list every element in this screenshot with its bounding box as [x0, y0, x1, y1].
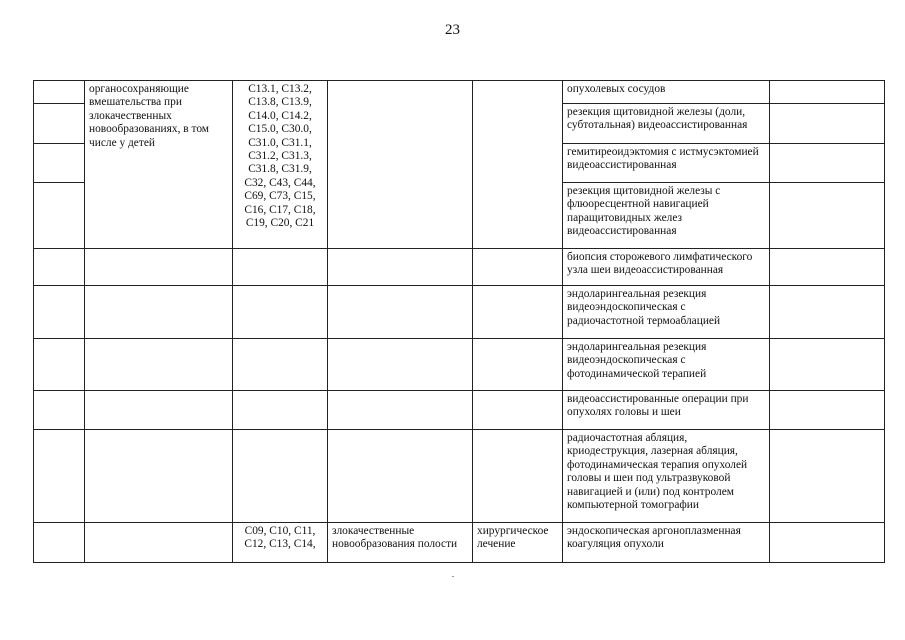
treatment-table: [33, 80, 885, 563]
treatment-type-cell: [473, 249, 563, 286]
cost-cell: [770, 430, 885, 523]
scan-speck: [452, 576, 454, 577]
cost-cell: [770, 183, 885, 249]
procedure-cell: резекция щитовидной железы с флюоресцентной навигацией паращитовидных желез видеоассистированная: [563, 183, 770, 249]
icd-codes-cell: [233, 339, 328, 391]
icd-codes-cell: [233, 286, 328, 339]
row-number-cell: [34, 523, 85, 563]
table-row: [34, 430, 885, 523]
treatment-type-cell: [473, 430, 563, 523]
cost-cell: [770, 144, 885, 183]
row-number-cell: [34, 249, 85, 286]
diagnosis-cell: злокачественные новообразования полости: [328, 523, 473, 563]
procedure-cell: биопсия сторожевого лимфатического узла шеи видеоассистированная: [563, 249, 770, 286]
method-group-cell: [85, 391, 233, 430]
method-group-cell: [85, 523, 233, 563]
page-number: 23: [445, 22, 460, 38]
cost-cell: [770, 391, 885, 430]
method-group-cell: [85, 249, 233, 286]
cost-cell: [770, 104, 885, 144]
procedure-cell: эндоларингеальная резекция видеоэндоскопическая с радиочастотной термоаблацией: [563, 286, 770, 339]
procedure-cell: эндоларингеальная резекция видеоэндоскопическая с фотодинамической терапией: [563, 339, 770, 391]
procedure-cell: резекция щитовидной железы (доли, субтотальная) видеоассистированная: [563, 104, 770, 144]
treatment-type-cell: [473, 339, 563, 391]
procedure-cell: эндоскопическая аргоноплазменная коагуляция опухоли: [563, 523, 770, 563]
procedure-cell: радиочастотная абляция, криодеструкция, лазерная абляция, фотодинамическая терапия опухолей головы и шеи под ультразвуковой навигацией и (или) под контролем компьютерной томографии: [563, 430, 770, 523]
row-number-cell: [34, 104, 85, 144]
table-row: [34, 286, 885, 339]
treatment-type-cell: [473, 391, 563, 430]
method-group-cell: [85, 286, 233, 339]
diagnosis-cell: [328, 286, 473, 339]
diagnosis-cell: [328, 81, 473, 249]
table-row: [34, 391, 885, 430]
cost-cell: [770, 286, 885, 339]
row-number-cell: [34, 183, 85, 249]
table-row: [34, 81, 885, 104]
method-group-cell: органосохраняющие вмешательства при злокачественных новообразованиях, в том числе у детей: [85, 81, 233, 249]
diagnosis-cell: [328, 249, 473, 286]
procedure-cell: опухолевых сосудов: [563, 81, 770, 104]
diagnosis-cell: [328, 430, 473, 523]
row-number-cell: [34, 286, 85, 339]
icd-codes-cell: C13.1, C13.2, C13.8, C13.9, C14.0, C14.2, C15.0, C30.0, C31.0, C31.1, C31.2, C31.3, C31.8, C31.9, C32, C43, C44, C69, C73, C15, C16, C17, C18, C19, C20, C21: [233, 81, 328, 249]
row-number-cell: [34, 391, 85, 430]
table-row: [34, 523, 885, 563]
cost-cell: [770, 249, 885, 286]
diagnosis-cell: [328, 391, 473, 430]
cost-cell: [770, 81, 885, 104]
row-number-cell: [34, 81, 85, 104]
cost-cell: [770, 523, 885, 563]
procedure-cell: гемитиреоидэктомия с истмусэктомией видеоассистированная: [563, 144, 770, 183]
cost-cell: [770, 339, 885, 391]
row-number-cell: [34, 430, 85, 523]
row-number-cell: [34, 144, 85, 183]
icd-codes-cell: [233, 430, 328, 523]
icd-codes-cell: [233, 249, 328, 286]
treatment-type-cell: [473, 286, 563, 339]
method-group-cell: [85, 430, 233, 523]
method-group-cell: [85, 339, 233, 391]
diagnosis-cell: [328, 339, 473, 391]
table-row: [34, 249, 885, 286]
icd-codes-cell: [233, 391, 328, 430]
treatment-type-cell: [473, 81, 563, 249]
table-row: [34, 339, 885, 391]
icd-codes-cell: C09, C10, C11, C12, C13, C14,: [233, 523, 328, 563]
procedure-cell: видеоассистированные операции при опухолях головы и шеи: [563, 391, 770, 430]
row-number-cell: [34, 339, 85, 391]
treatment-type-cell: хирургическое лечение: [473, 523, 563, 563]
